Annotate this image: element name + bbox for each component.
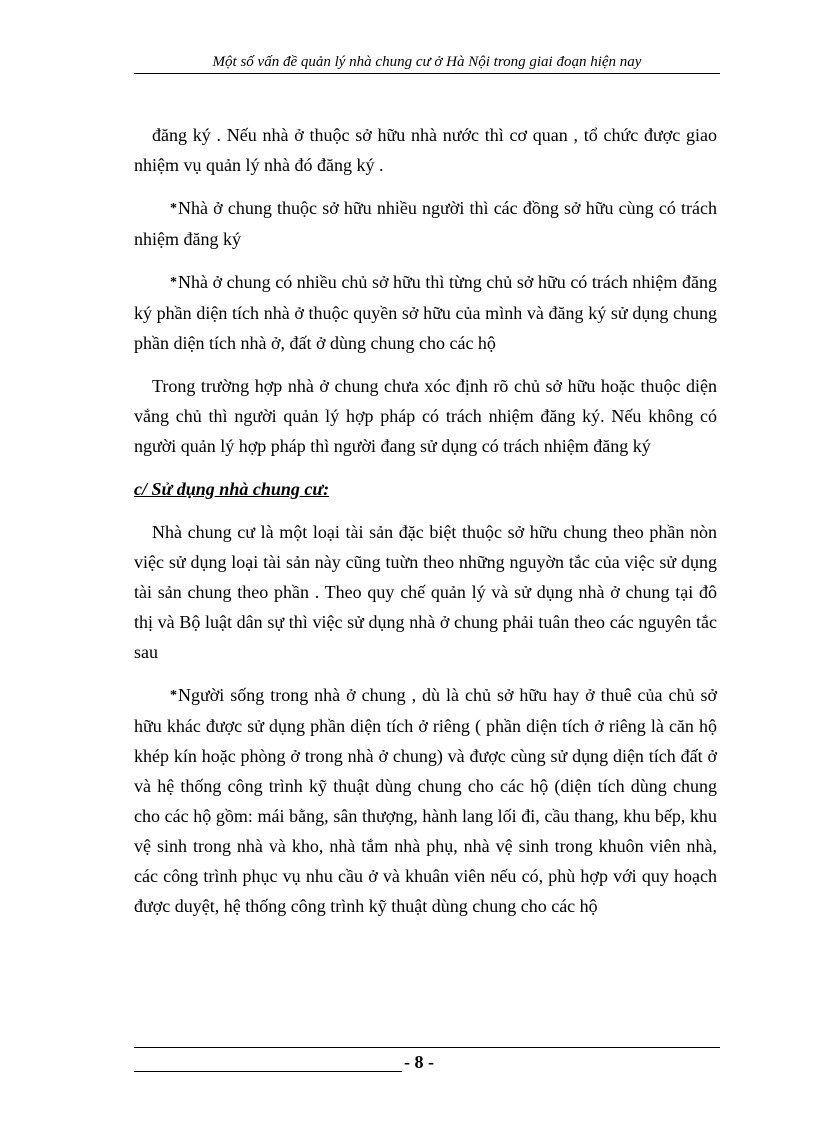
bullet-star-icon: *: [170, 275, 177, 290]
paragraph-text: Người sống trong nhà ở chung , dù là chủ sở hữu hay ở thuê của chủ sở hữu khác được sử dụng phần diện tích ở riêng ( phần diện tích ở riêng là căn hộ khép kín hoặc phòng ở trong nhà ở chung) và được cùng sử dụng diện tích đất ở và hệ thống công trình kỹ thuật dùng chung cho các hộ (diện tích dùng chung cho các hộ gồm: mái bằng, sân thượng, hành lang lối đi, cầu thang, khu bếp, khu vệ sinh trong nhà và kho, nhà tắm nhà phụ, nhà vệ sinh trong khuôn viên nhà, các công trình phục vụ nhu cầu ở và khuân viên nếu có, phù hợp với quy hoạch được duyệt, hệ thống công trình kỹ thuật dùng chung cho các hộ: [134, 685, 717, 916]
page-body: [134, 120, 717, 934]
footer-divider-short: [134, 1071, 402, 1072]
paragraph-co-owners-registration: [134, 193, 717, 254]
paragraph-usage-principles: Nhà chung cư là một loại tài sản đặc biệt thuộc sở hữu chung theo phần nòn việc sử dụng loại tài sản này cũng tuừn theo những nguyờn tắc của việc sử dụng tài sản chung theo phần . Theo quy chế quản lý và sử dụng nhà ở chung tại đô thị và Bộ luật dân sự thì việc sử dụng nhà ở chung phải tuân theo các nguyên tắc sau: [134, 522, 717, 662]
page-number: - 8 -: [404, 1052, 434, 1072]
section-heading: c/ Sử dụng nhà chung cư:: [134, 479, 330, 499]
paragraph-multiple-owners-registration: [134, 267, 717, 358]
bullet-star-icon: *: [170, 688, 177, 703]
paragraph-residents-usage: [134, 680, 717, 921]
paragraph-text: Nhà ở chung có nhiều chủ sở hữu thì từng chủ sở hữu có trách nhiệm đăng ký phần diện tích nhà ở thuộc quyền sở hữu của mình và đăng ký sử dụng chung phần diện tích nhà ở, đất ở dùng chung cho các hộ: [134, 272, 717, 353]
running-header: Một số vấn đề quản lý nhà chung cư ở Hà Nội trong giai đoạn hiện nay: [134, 52, 720, 74]
paragraph-undetermined-owner: Trong trường hợp nhà ở chung chưa xóc định rõ chủ sở hữu hoặc thuộc diện vắng chủ thì người quản lý hợp pháp có trách nhiệm đăng ký. Nếu không có người quản lý hợp pháp thì người đang sử dụng có trách nhiệm đăng ký: [134, 376, 717, 456]
paragraph-registration-state-owned: đăng ký . Nếu nhà ở thuộc sở hữu nhà nước thì cơ quan , tổ chức được giao nhiệm vụ quản lý nhà đó đăng ký .: [134, 125, 717, 175]
paragraph-text: Nhà ở chung thuộc sở hữu nhiều người thì các đồng sở hữu cùng có trách nhiệm đăng ký: [134, 198, 717, 249]
footer-divider: [134, 1047, 720, 1048]
bullet-star-icon: *: [170, 201, 177, 216]
